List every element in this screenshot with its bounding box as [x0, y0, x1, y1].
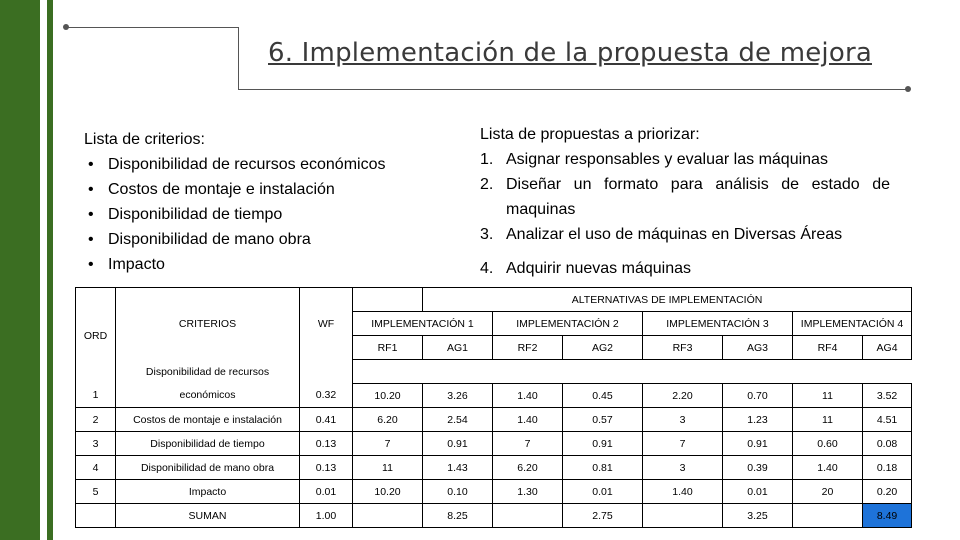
row-ord: 1: [76, 384, 116, 408]
cell: 0.39: [723, 456, 793, 480]
proposal-number: 4.: [480, 260, 494, 277]
cell: 1.40: [493, 384, 563, 408]
row-wf: 0.41: [300, 408, 353, 432]
sum-cell: 3.25: [723, 504, 793, 528]
alternatives-header: ALTERNATIVAS DE IMPLEMENTACIÓN: [423, 288, 912, 312]
impl-header-4: IMPLEMENTACIÓN 4: [793, 312, 912, 336]
sum-row: [76, 504, 912, 528]
cell: 1.30: [493, 480, 563, 504]
cell: 1.40: [493, 408, 563, 432]
cell: 0.10: [423, 480, 493, 504]
cell: 0.01: [563, 480, 643, 504]
sum-ord: [76, 504, 116, 528]
proposal-item: [480, 222, 890, 247]
sub-header: AG1: [423, 336, 493, 360]
row-ord: 5: [76, 480, 116, 504]
row-criterio: Impacto: [116, 480, 300, 504]
row-ord: 3: [76, 432, 116, 456]
cell: 1.43: [423, 456, 493, 480]
sum-cell: [793, 504, 863, 528]
left-accent-bar: [0, 0, 40, 540]
criteria-list: [84, 127, 385, 277]
impl-header-2: IMPLEMENTACIÓN 2: [493, 312, 643, 336]
decor-dot-right: [905, 86, 911, 92]
criteria-heading: Lista de criterios:: [84, 131, 205, 148]
cell: 1.23: [723, 408, 793, 432]
criteria-item: • Impacto: [84, 252, 385, 277]
header-ord-cell: [76, 288, 116, 384]
row-criterio: Disponibilidad de mano obra: [116, 456, 300, 480]
proposals-heading: Lista de propuestas a priorizar:: [480, 126, 700, 143]
cell: 0.70: [723, 384, 793, 408]
cell: 3: [643, 456, 723, 480]
cell: 11: [353, 456, 423, 480]
cell: 11: [793, 384, 863, 408]
cell: 2.54: [423, 408, 493, 432]
proposal-item: [480, 172, 890, 222]
evaluation-table: [75, 287, 912, 528]
cell: 0.08: [863, 432, 912, 456]
decor-line-bottom: [238, 89, 908, 90]
row-ord: 2: [76, 408, 116, 432]
table-row: [76, 432, 912, 456]
sum-label: SUMAN: [116, 504, 300, 528]
cell: 0.18: [863, 456, 912, 480]
cell: 4.51: [863, 408, 912, 432]
cell: 10.20: [353, 480, 423, 504]
cell: 0.20: [863, 480, 912, 504]
sum-cell: [643, 504, 723, 528]
cell: 10.20: [353, 384, 423, 408]
cell: 0.01: [723, 480, 793, 504]
cell: 0.60: [793, 432, 863, 456]
sum-wf: 1.00: [300, 504, 353, 528]
cell: 1.40: [793, 456, 863, 480]
row-wf: 0.13: [300, 456, 353, 480]
cell: 6.20: [493, 456, 563, 480]
criteria-item: • Disponibilidad de tiempo: [84, 202, 385, 227]
row-wf: 0.01: [300, 480, 353, 504]
sub-header: RF2: [493, 336, 563, 360]
cell: 6.20: [353, 408, 423, 432]
row-wf: 0.13: [300, 432, 353, 456]
proposal-text: Diseñar un formato para análisis de estado de maquinas: [506, 176, 890, 218]
cell: 7: [643, 432, 723, 456]
criteria-item: • Disponibilidad de mano obra: [84, 227, 385, 252]
impl-header-3: IMPLEMENTACIÓN 3: [643, 312, 793, 336]
table-row: [76, 384, 912, 408]
sub-header: RF1: [353, 336, 423, 360]
proposal-number: 1.: [480, 151, 494, 168]
cell: 1.40: [643, 480, 723, 504]
table-row: [76, 408, 912, 432]
proposal-number: 3.: [480, 226, 494, 243]
cell: 11: [793, 408, 863, 432]
row-criterio: Disponibilidad de tiempo: [116, 432, 300, 456]
sum-cell: 2.75: [563, 504, 643, 528]
cell: 0.91: [423, 432, 493, 456]
sub-header: AG4: [863, 336, 912, 360]
decor-line-vertical: [238, 27, 239, 90]
cell: 7: [353, 432, 423, 456]
criteria-item: • Disponibilidad de recursos económicos: [84, 152, 385, 177]
criteria-item: • Costos de montaje e instalación: [84, 177, 385, 202]
page-title: 6. Implementación de la propuesta de mejora: [268, 38, 872, 68]
cell: 3: [643, 408, 723, 432]
header-wf-cell: [300, 288, 353, 360]
sum-cell-highlight: 8.49: [863, 504, 912, 528]
sub-header: RF4: [793, 336, 863, 360]
cell: 3.52: [863, 384, 912, 408]
cell: 0.91: [563, 432, 643, 456]
header-ord: ORD: [83, 329, 108, 342]
cell: 20: [793, 480, 863, 504]
proposal-text: Analizar el uso de máquinas en Diversas Áreas: [506, 226, 843, 243]
row-criterio: económicos: [116, 384, 300, 408]
proposals-list: [480, 122, 890, 281]
proposal-item: [480, 147, 890, 172]
table-row: [76, 456, 912, 480]
row-ord: 4: [76, 456, 116, 480]
proposal-text: Asignar responsables y evaluar las máquinas: [506, 151, 828, 168]
header-wf: WF: [317, 317, 335, 330]
criterion-top-line: Disponibilidad de recursos: [116, 360, 300, 384]
sub-header: AG3: [723, 336, 793, 360]
proposal-text: Adquirir nuevas máquinas: [506, 260, 691, 277]
sub-header: RF3: [643, 336, 723, 360]
cell: 7: [493, 432, 563, 456]
header-criterios: CRITERIOS: [178, 317, 237, 330]
decor-line-top: [66, 27, 238, 28]
proposal-item: [480, 256, 890, 281]
row-wf: 0.32: [300, 384, 353, 408]
sum-cell: 8.25: [423, 504, 493, 528]
left-accent-stripe: [47, 0, 53, 540]
sub-header: AG2: [563, 336, 643, 360]
sum-cell: [493, 504, 563, 528]
table-row: [76, 480, 912, 504]
row-criterio: Costos de montaje e instalación: [116, 408, 300, 432]
cell: 3.26: [423, 384, 493, 408]
cell: 0.57: [563, 408, 643, 432]
sum-cell: [353, 504, 423, 528]
cell: 2.20: [643, 384, 723, 408]
proposal-number: 2.: [480, 176, 494, 193]
header-criterios-cell: [116, 288, 300, 360]
cell: 0.81: [563, 456, 643, 480]
impl-header-1: IMPLEMENTACIÓN 1: [353, 312, 493, 336]
cell: 0.91: [723, 432, 793, 456]
cell: 0.45: [563, 384, 643, 408]
